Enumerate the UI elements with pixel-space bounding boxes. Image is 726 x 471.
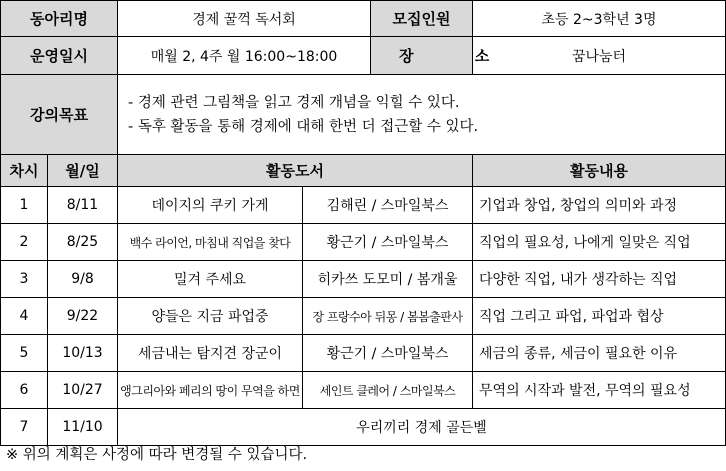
book-author: 황근기 / 스마일북스	[303, 335, 473, 372]
book-title: 세금내는 탐지견 장군이	[118, 335, 303, 372]
session-date: 8/25	[48, 224, 118, 261]
final-activity: 우리끼리 경제 골든벨	[118, 409, 726, 446]
activity-content: 직업의 필요성, 나에게 일맞은 직업	[473, 224, 726, 261]
goal-line-1: - 경제 관련 그림책을 읽고 경제 개념을 익힐 수 있다.	[128, 94, 460, 111]
book-header: 활동도서	[118, 155, 473, 187]
recruit-label: 모집인원	[371, 1, 473, 37]
table-row	[1, 372, 726, 409]
session-no: 4	[1, 298, 48, 335]
schedule-value: 매월 2, 4주 월 16:00~18:00	[118, 37, 371, 75]
place-label-text: 장 소	[399, 47, 518, 65]
place-label	[371, 37, 518, 75]
activity-content: 무역의 시작과 발전, 무역의 필요성	[473, 372, 726, 409]
book-title: 앵그리아와 페리의 땅이 무역을 하면	[118, 372, 303, 409]
table-row	[1, 187, 726, 224]
activity-content: 직업 그리고 파업, 파업과 협상	[473, 298, 726, 335]
book-title: 데이지의 쿠키 가게	[118, 187, 303, 224]
session-header: 차시	[1, 155, 48, 187]
content-header: 활동내용	[473, 155, 726, 187]
info-row-1	[1, 1, 726, 37]
activity-content: 기업과 창업, 창업의 의미와 과정	[473, 187, 726, 224]
goal-row	[1, 75, 726, 155]
info-row-2	[1, 37, 726, 75]
table-row	[1, 335, 726, 372]
session-date: 9/22	[48, 298, 118, 335]
book-title: 양들은 지금 파업중	[118, 298, 303, 335]
table-row	[1, 224, 726, 261]
club-name-label: 동아리명	[1, 1, 118, 37]
session-no: 6	[1, 372, 48, 409]
book-author: 장 프랑수아 뒤몽 / 봄봄출판사	[303, 298, 473, 335]
club-name-value: 경제 꿀꺽 독서회	[118, 1, 371, 37]
session-date: 8/11	[48, 187, 118, 224]
recruit-value: 초등 2~3학년 3명	[473, 1, 726, 37]
session-no: 5	[1, 335, 48, 372]
table-row	[1, 298, 726, 335]
goal-label: 강의목표	[1, 75, 118, 155]
schedule-label: 운영일시	[1, 37, 118, 75]
session-no: 2	[1, 224, 48, 261]
book-title: 백수 라이언, 마침내 직업을 찾다	[118, 224, 303, 261]
activity-content: 다양한 직업, 내가 생각하는 직업	[473, 261, 726, 298]
book-author: 히카쓰 도모미 / 봄개울	[303, 261, 473, 298]
session-date: 10/27	[48, 372, 118, 409]
footnote: ※ 위의 계획은 사정에 따라 변경될 수 있습니다.	[6, 447, 308, 463]
goal-line-2: - 독후 활동을 통해 경제에 대해 한번 더 접근할 수 있다.	[128, 118, 479, 135]
session-no: 7	[1, 409, 48, 446]
goal-text	[118, 75, 726, 155]
table-row	[1, 261, 726, 298]
table-row	[1, 409, 726, 446]
book-author: 황근기 / 스마일북스	[303, 224, 473, 261]
session-date: 10/13	[48, 335, 118, 372]
schedule-header-row	[1, 155, 726, 187]
place-value: 꿈나눔터	[473, 37, 726, 75]
book-author: 김해린 / 스마일북스	[303, 187, 473, 224]
book-author: 세인트 클레어 / 스마일북스	[303, 372, 473, 409]
date-header: 월/일	[48, 155, 118, 187]
activity-content: 세금의 종류, 세금이 필요한 이유	[473, 335, 726, 372]
session-no: 1	[1, 187, 48, 224]
book-title: 밀겨 주세요	[118, 261, 303, 298]
session-no: 3	[1, 261, 48, 298]
session-date: 9/8	[48, 261, 118, 298]
session-date: 11/10	[48, 409, 118, 446]
